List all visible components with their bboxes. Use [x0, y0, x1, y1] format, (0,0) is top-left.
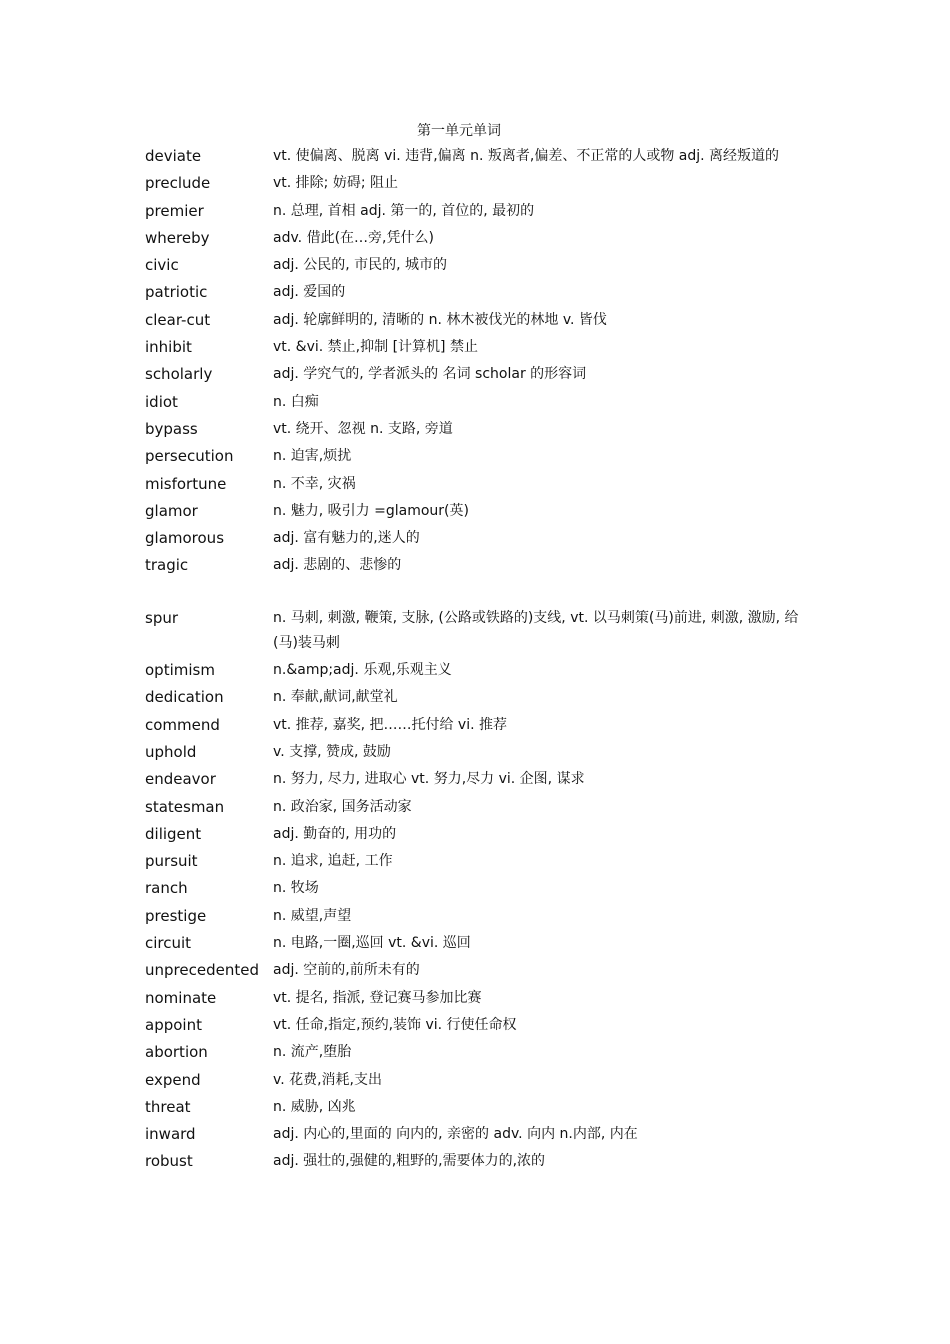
vocab-word: civic: [145, 256, 179, 275]
vocab-word: spur: [145, 608, 179, 627]
vocab-word: misfortune: [145, 474, 227, 493]
vocab-entry: [145, 740, 815, 765]
vocab-entry: [145, 822, 815, 847]
vocab-entry: [145, 199, 815, 224]
vocab-entry: [145, 472, 815, 497]
vocab-entry: [145, 931, 815, 956]
vocab-definition: n. 牧场: [273, 880, 319, 897]
vocab-definition: n. 努力, 尽力, 进取心 vt. 努力,尽力 vi. 企图, 谋求: [273, 771, 585, 788]
vocab-entry: [145, 308, 815, 333]
vocab-word: ranch: [145, 879, 188, 898]
vocab-word: inward: [145, 1125, 196, 1144]
vocab-word: unprecedented: [145, 961, 259, 980]
vocab-word: glamorous: [145, 529, 225, 548]
vocab-definition: n. 白痴: [273, 393, 319, 410]
vocab-entry: [145, 390, 815, 415]
vocab-entry: [145, 226, 815, 251]
vocab-word: abortion: [145, 1043, 208, 1062]
vocab-entry: [145, 1122, 815, 1147]
vocab-definition: n. 马刺, 刺激, 鞭策, 支脉, (公路或铁路的)支线, vt. 以马刺策(马)前进, 刺激, 激励, 给(马)装马刺: [273, 609, 799, 651]
vocab-word: uphold: [145, 742, 197, 761]
vocab-definition: adj. 公民的, 市民的, 城市的: [273, 257, 448, 274]
vocab-entry: [145, 553, 815, 578]
vocab-entry: [145, 713, 815, 738]
vocab-word: expend: [145, 1070, 201, 1089]
vocab-definition: adj. 学究气的, 学者派头的 名词 scholar 的形容词: [273, 366, 587, 383]
vocab-word: optimism: [145, 661, 215, 680]
vocab-word: glamor: [145, 501, 198, 520]
vocab-word: clear-cut: [145, 310, 211, 329]
vocab-entry: [145, 904, 815, 929]
vocab-word: prestige: [145, 906, 207, 925]
vocab-entry: [145, 499, 815, 524]
vocab-definition: n. 政治家, 国务活动家: [273, 798, 412, 815]
vocab-definition: adj. 轮廓鲜明的, 清晰的 n. 林木被伐光的林地 v. 皆伐: [273, 311, 607, 328]
vocab-definition: vt. 绕开、忽视 n. 支路, 旁道: [273, 420, 453, 437]
vocab-word: commend: [145, 715, 220, 734]
vocab-word: idiot: [145, 392, 178, 411]
vocab-word: bypass: [145, 419, 198, 438]
vocabulary-group-1: [145, 144, 815, 578]
vocab-word: endeavor: [145, 770, 216, 789]
vocab-entry: [145, 444, 815, 469]
vocab-definition: n. 威胁, 凶兆: [273, 1098, 356, 1115]
vocab-entry: [145, 335, 815, 360]
vocab-definition: adj. 空前的,前所未有的: [273, 962, 420, 979]
page-title: 第一单元单词: [417, 123, 501, 139]
vocab-entry: [145, 767, 815, 792]
vocab-entry: [145, 417, 815, 442]
vocab-definition: vt. 提名, 指派, 登记赛马参加比赛: [273, 989, 482, 1006]
vocab-entry: [145, 1095, 815, 1120]
vocab-word: nominate: [145, 988, 217, 1007]
vocab-word: robust: [145, 1152, 193, 1171]
vocab-definition: n. 流产,堕胎: [273, 1044, 352, 1061]
vocab-entry: [145, 849, 815, 874]
vocab-entry: [145, 685, 815, 710]
vocab-word: patriotic: [145, 283, 208, 302]
vocab-definition: adj. 强壮的,强健的,粗野的,需要体力的,浓的: [273, 1153, 546, 1170]
vocab-word: whereby: [145, 228, 210, 247]
vocab-entry: [145, 606, 815, 656]
vocab-entry: [145, 526, 815, 551]
vocab-definition: adj. 悲剧的、悲惨的: [273, 557, 402, 574]
vocab-word: scholarly: [145, 365, 213, 384]
vocab-definition: v. 花费,消耗,支出: [273, 1071, 382, 1088]
vocab-word: threat: [145, 1097, 191, 1116]
vocab-definition: vt. &vi. 禁止,抑制 [计算机] 禁止: [273, 339, 478, 356]
vocab-definition: adj. 爱国的: [273, 284, 346, 301]
vocab-entry: [145, 876, 815, 901]
vocab-definition: adj. 勤奋的, 用功的: [273, 825, 397, 842]
vocab-definition: n. 威望,声望: [273, 907, 352, 924]
vocab-word: pursuit: [145, 852, 198, 871]
vocab-word: deviate: [145, 147, 202, 165]
vocabulary-list: [145, 144, 815, 1177]
vocab-word: tragic: [145, 556, 189, 575]
vocab-word: persecution: [145, 447, 234, 466]
vocab-definition: vt. 使偏离、脱离 vi. 违背,偏离 n. 叛离者,偏差、不正常的人或物 adj. 离经叛道的: [273, 148, 780, 164]
vocab-definition: vt. 排除; 妨碍; 阻止: [273, 175, 399, 192]
vocab-entry: [145, 1013, 815, 1038]
vocabulary-group-2: [145, 606, 815, 1175]
vocab-definition: n. 魅力, 吸引力 =glamour(英): [273, 502, 469, 519]
vocab-entry: [145, 280, 815, 305]
vocab-definition: n. 总理, 首相 adj. 第一的, 首位的, 最初的: [273, 202, 535, 219]
vocab-entry: [145, 144, 815, 169]
vocab-entry: [145, 958, 815, 983]
vocab-definition: n. 不幸, 灾祸: [273, 475, 356, 492]
vocab-entry: [145, 362, 815, 387]
vocab-word: preclude: [145, 174, 211, 193]
group-spacer: [145, 581, 815, 606]
vocab-entry: [145, 253, 815, 278]
vocab-entry: [145, 795, 815, 820]
vocab-word: diligent: [145, 824, 202, 843]
vocab-entry: [145, 1040, 815, 1065]
vocab-entry: [145, 1068, 815, 1093]
vocab-entry: [145, 658, 815, 683]
vocab-definition: n.&amp;adj. 乐观,乐观主义: [273, 662, 452, 679]
vocab-entry: [145, 1149, 815, 1174]
vocab-entry: [145, 171, 815, 196]
vocab-definition: adv. 借此(在…旁,凭什么): [273, 229, 434, 246]
vocab-word: appoint: [145, 1015, 202, 1034]
vocab-word: inhibit: [145, 338, 192, 357]
vocab-word: premier: [145, 201, 204, 220]
vocab-word: dedication: [145, 688, 224, 707]
vocab-word: statesman: [145, 797, 225, 816]
vocab-word: circuit: [145, 934, 192, 953]
vocab-definition: adj. 富有魅力的,迷人的: [273, 530, 420, 547]
vocab-definition: n. 电路,一圈,巡回 vt. &vi. 巡回: [273, 935, 471, 952]
vocab-definition: v. 支撑, 赞成, 鼓励: [273, 743, 391, 760]
vocab-entry: [145, 986, 815, 1011]
vocab-definition: n. 奉献,献词,献堂礼: [273, 689, 398, 706]
vocab-definition: vt. 推荐, 嘉奖, 把……托付给 vi. 推荐: [273, 716, 508, 733]
vocab-definition: n. 迫害,烦扰: [273, 448, 352, 465]
vocab-definition: vt. 任命,指定,预约,装饰 vi. 行使任命权: [273, 1016, 517, 1033]
vocab-definition: adj. 内心的,里面的 向内的, 亲密的 adv. 向内 n.内部, 内在: [273, 1126, 638, 1143]
vocab-definition: n. 追求, 追赶, 工作: [273, 853, 393, 870]
